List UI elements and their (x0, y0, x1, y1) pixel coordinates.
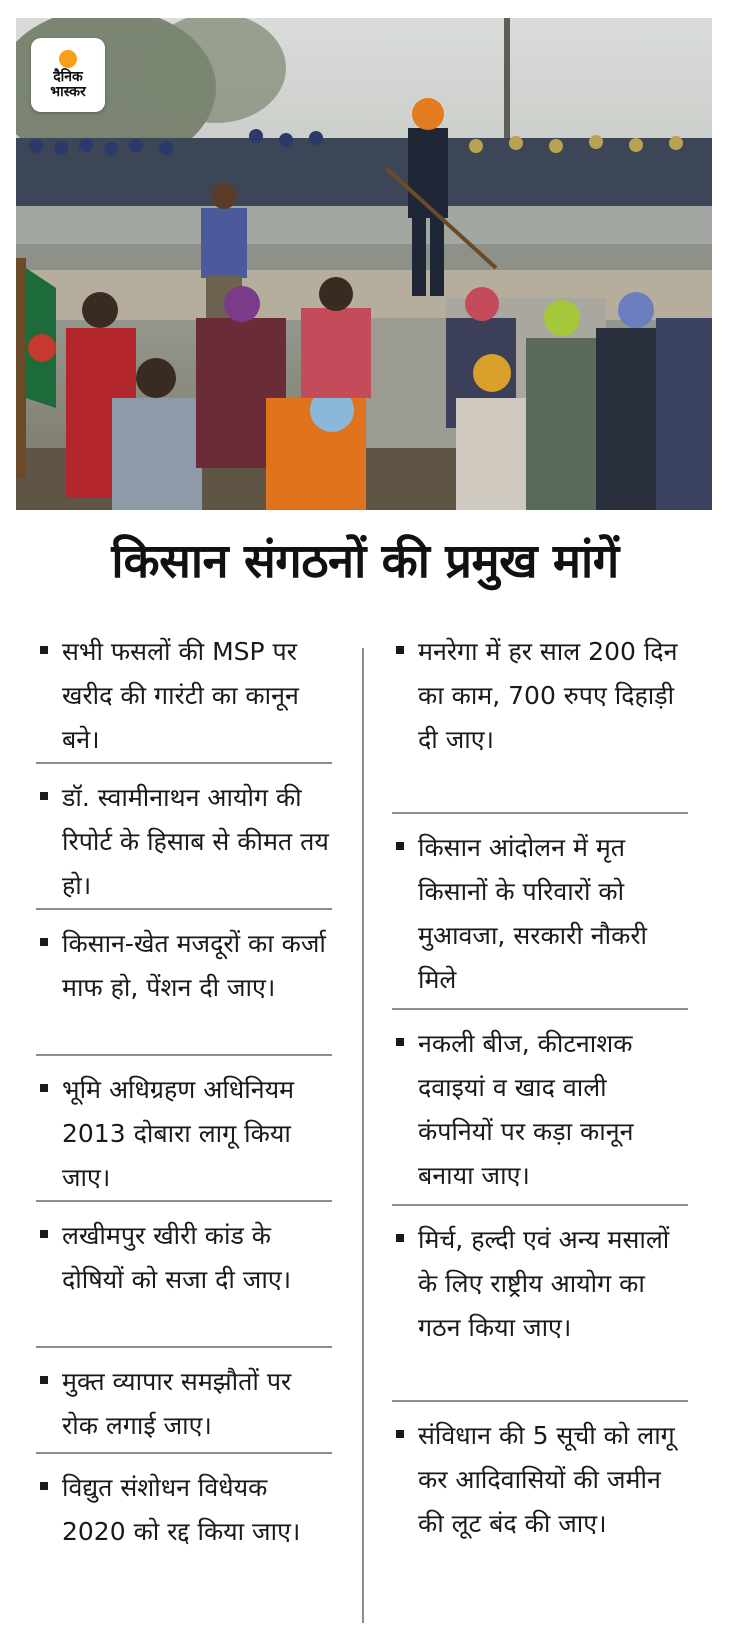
bullet-icon (396, 1234, 404, 1242)
bullet-icon (40, 1230, 48, 1238)
bullet-icon (396, 842, 404, 850)
logo-text-line1: दैनिक (53, 69, 83, 85)
demand-item (36, 910, 332, 1056)
dainik-bhaskar-logo (31, 38, 105, 112)
protest-scene-illustration (16, 18, 712, 510)
bullet-icon (40, 792, 48, 800)
bullet-icon (40, 938, 48, 946)
page-title: किसान संगठनों की प्रमुख मांगें (111, 534, 619, 589)
demand-text: विद्युत संशोधन विधेयक 2020 को रद्द किया जाए। (62, 1473, 301, 1546)
demand-text: लखीमपुर खीरी कांड के दोषियों को सजा दी जाए। (62, 1221, 292, 1294)
protest-photo (16, 18, 712, 510)
demand-text: किसान आंदोलन में मृत किसानों के परिवारों को मुआवजा, सरकारी नौकरी मिले (418, 833, 648, 994)
demand-text: किसान-खेत मजदूरों का कर्जा माफ हो, पेंशन दी जाए। (62, 929, 326, 1002)
demand-text: डॉ. स्वामीनाथन आयोग की रिपोर्ट के हिसाब से कीमत तय हो। (62, 783, 329, 900)
demand-item (36, 764, 332, 910)
demand-text: संविधान की 5 सूची को लागू कर आदिवासियों की जमीन की लूट बंद की जाए। (418, 1421, 675, 1538)
demand-item (36, 1056, 332, 1202)
demand-item (392, 618, 688, 814)
demands-left-column (36, 618, 332, 1604)
column-divider (362, 648, 364, 1623)
demand-text: भूमि अधिग्रहण अधिनियम 2013 दोबारा लागू किया जाए। (62, 1075, 295, 1192)
demand-text: सभी फसलों की MSP पर खरीद की गारंटी का कानून बने। (62, 637, 299, 754)
demand-item (36, 1202, 332, 1348)
demand-item (36, 1454, 332, 1604)
demand-text: मनरेगा में हर साल 200 दिन का काम, 700 रुपए दिहाड़ी दी जाए। (418, 637, 678, 754)
demand-item (36, 618, 332, 764)
bullet-icon (40, 1482, 48, 1490)
demand-text: मुक्त व्यापार समझौतों पर रोक लगाई जाए। (62, 1367, 292, 1440)
bullet-icon (40, 1084, 48, 1092)
bullet-icon (40, 1376, 48, 1384)
bullet-icon (396, 646, 404, 654)
demand-text: नकली बीज, कीटनाशक दवाइयां व खाद वाली कंपनियों पर कड़ा कानून बनाया जाए। (418, 1029, 634, 1190)
demand-item (392, 1206, 688, 1402)
bullet-icon (396, 1430, 404, 1438)
demand-item (36, 1348, 332, 1454)
logo-text-line2: भास्कर (50, 84, 86, 100)
demands-right-column (392, 618, 688, 1602)
bullet-icon (396, 1038, 404, 1046)
demand-item (392, 1010, 688, 1206)
bullet-icon (40, 646, 48, 654)
demand-item (392, 1402, 688, 1602)
logo-sun-dot-icon (59, 50, 77, 68)
demand-item (392, 814, 688, 1010)
demand-text: मिर्च, हल्दी एवं अन्य मसालों के लिए राष्ट्रीय आयोग का गठन किया जाए। (418, 1225, 670, 1342)
